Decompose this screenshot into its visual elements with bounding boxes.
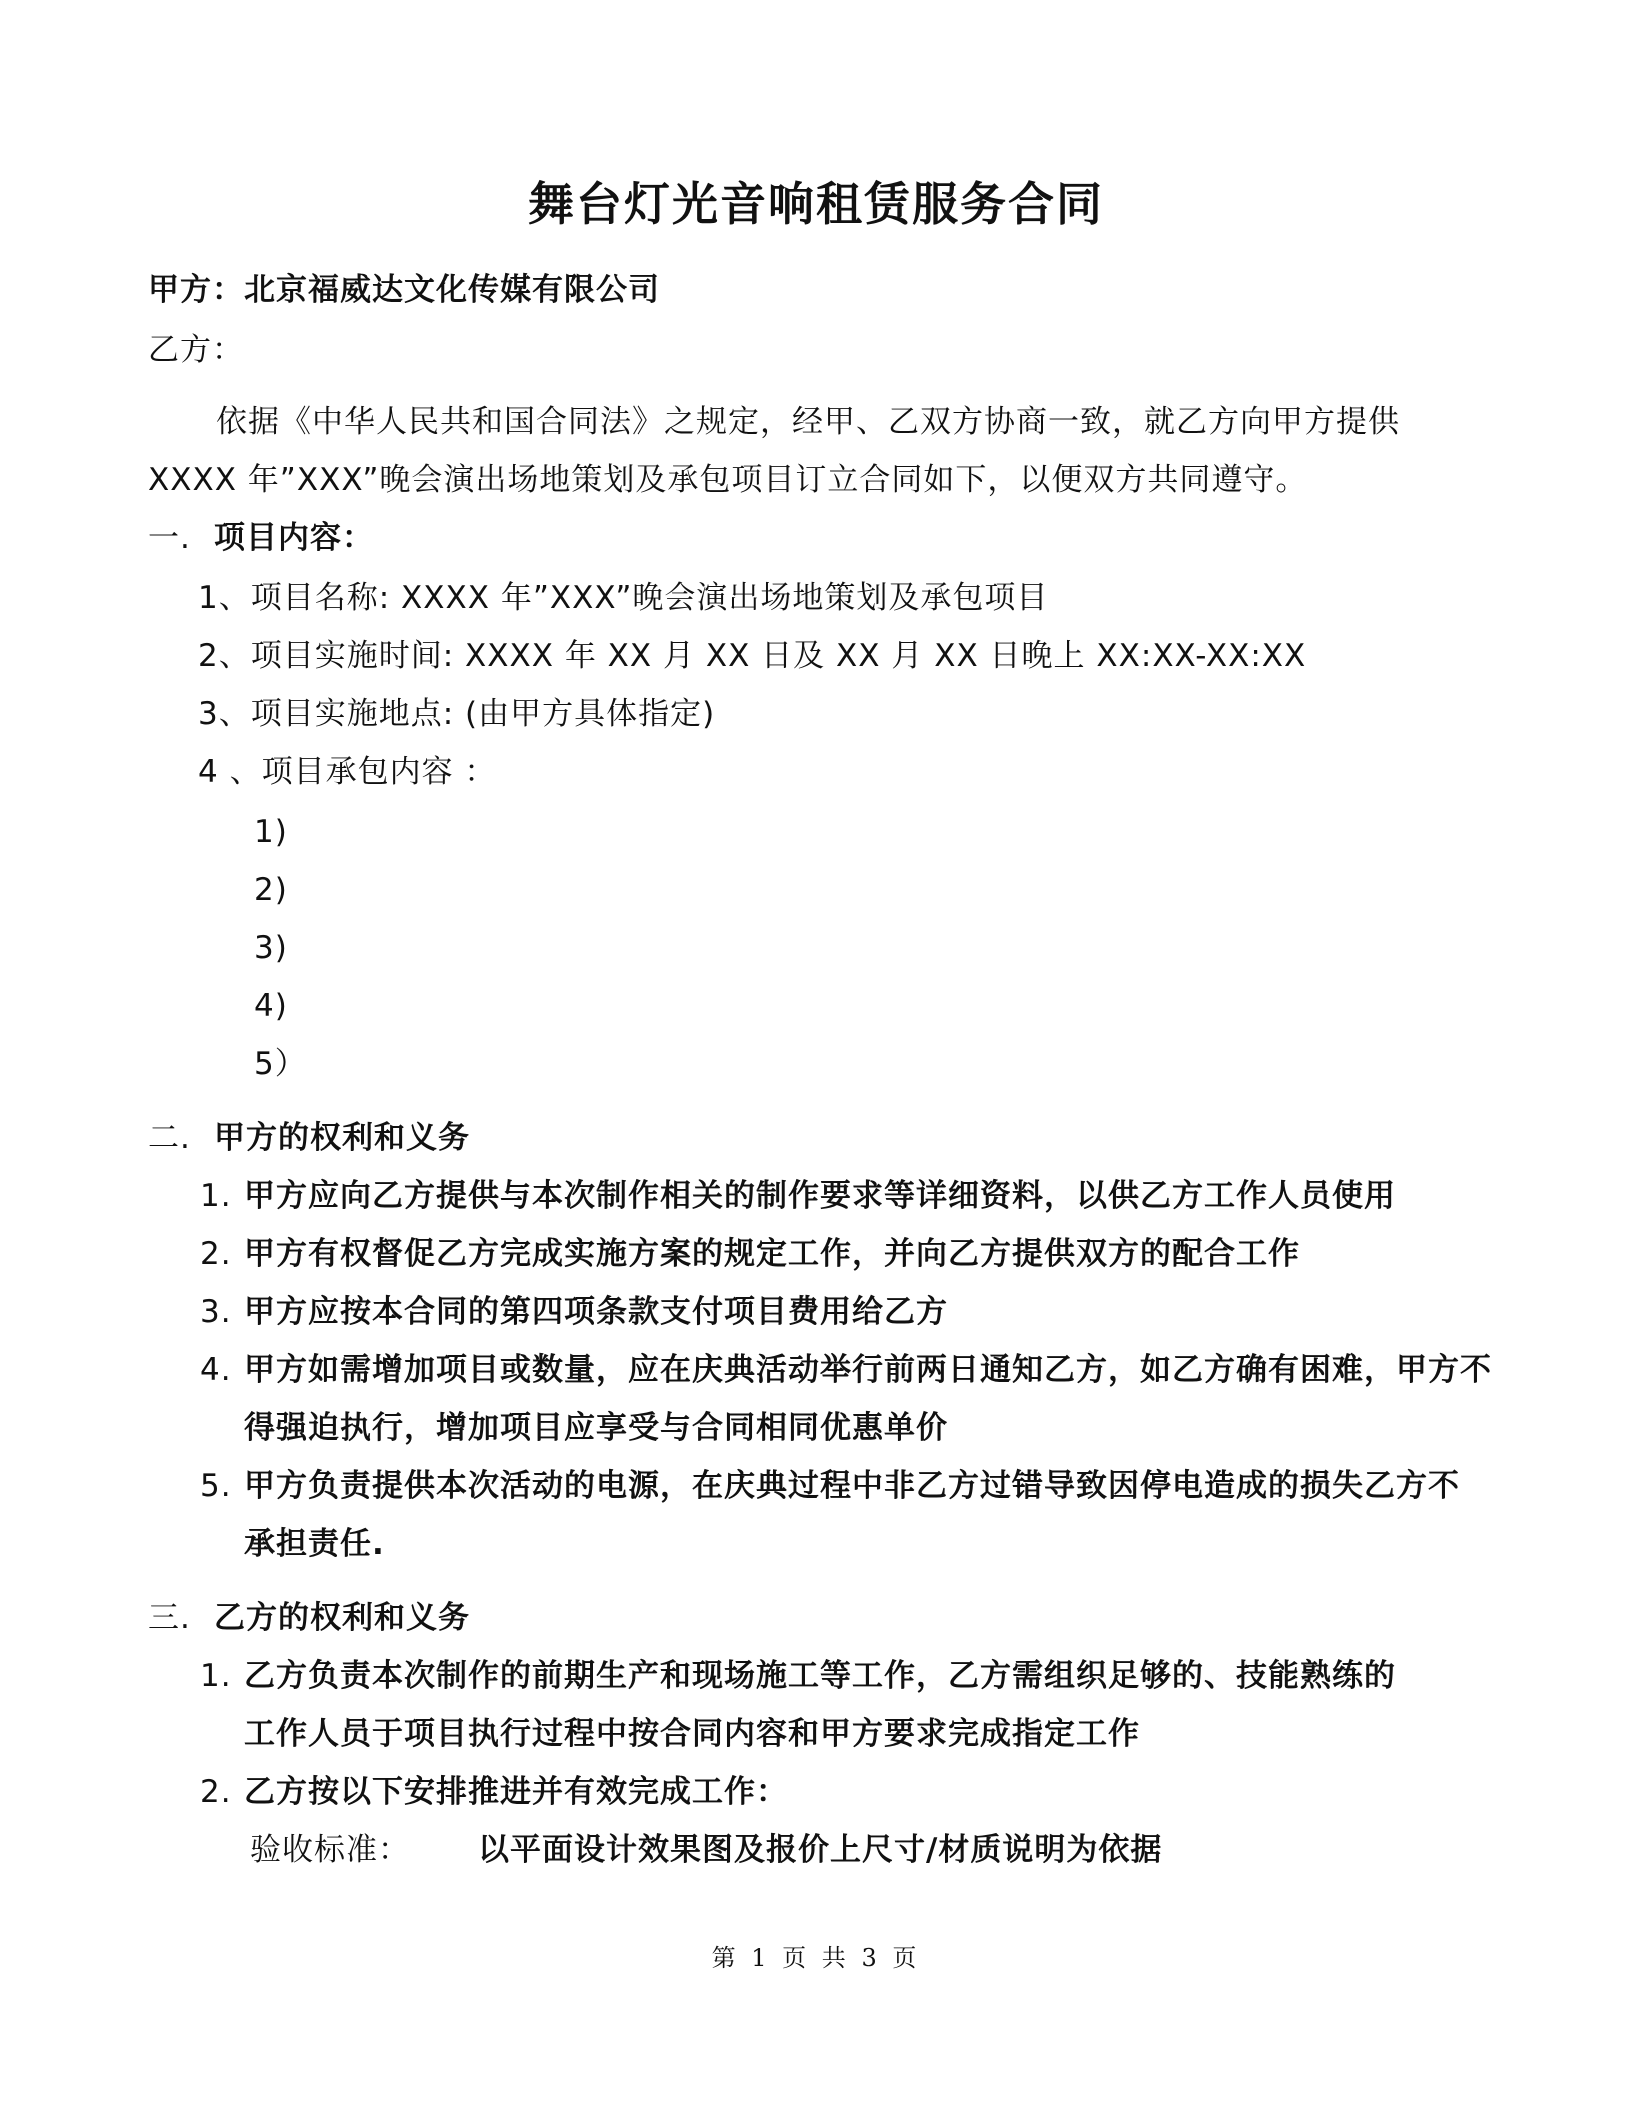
party-a-duty-4-text: 甲方如需增加项目或数量，应在庆典活动举行前两日通知乙方，如乙方确有困难，甲方不 <box>244 1352 1492 1388</box>
party-b-duty-1-number: 1. <box>200 1658 232 1694</box>
section-1-heading <box>148 518 374 558</box>
party-a: 甲方：北京福威达文化传媒有限公司 <box>148 272 660 308</box>
party-a-duty-3 <box>200 1292 948 1332</box>
party-a-duty-4-continuation: 得强迫执行，增加项目应享受与合同相同优惠单价 <box>244 1410 948 1446</box>
party-a-duty-4 <box>200 1350 1492 1390</box>
section-1-title: 项目内容： <box>214 520 374 556</box>
scope-subitem-5: 5） <box>254 1046 307 1082</box>
scope-subitem-3: 3) <box>254 930 288 966</box>
document-title: 舞台灯光音响租赁服务合同 <box>528 177 1104 231</box>
section-2-heading <box>148 1118 470 1158</box>
party-a-duty-5-text: 甲方负责提供本次活动的电源，在庆典过程中非乙方过错导致因停电造成的损失乙方不 <box>244 1468 1460 1504</box>
party-b-duty-1-text: 乙方负责本次制作的前期生产和现场施工等工作，乙方需组织足够的、技能熟练的 <box>244 1658 1396 1694</box>
party-a-duty-3-text: 甲方应按本合同的第四项条款支付项目费用给乙方 <box>244 1294 948 1330</box>
acceptance-value: 以平面设计效果图及报价上尺寸/材质说明为依据 <box>478 1832 1163 1868</box>
party-a-duty-3-number: 3. <box>200 1294 232 1330</box>
section-2-title: 甲方的权利和义务 <box>214 1120 470 1156</box>
section-2-number: 二. <box>148 1120 191 1156</box>
party-a-duty-2-text: 甲方有权督促乙方完成实施方案的规定工作，并向乙方提供双方的配合工作 <box>244 1236 1300 1272</box>
party-a-duty-1-number: 1. <box>200 1178 232 1214</box>
acceptance-label: 验收标准： <box>250 1832 410 1868</box>
section-3-heading <box>148 1598 470 1638</box>
intro-line-2: XXXX 年”XXX”晚会演出场地策划及承包项目订立合同如下，以便双方共同遵守。 <box>148 462 1308 498</box>
party-a-duty-4-number: 4. <box>200 1352 232 1388</box>
party-a-duty-5-continuation: 承担责任. <box>244 1526 385 1562</box>
party-a-duty-2-number: 2. <box>200 1236 232 1272</box>
party-a-duty-1-text: 甲方应向乙方提供与本次制作相关的制作要求等详细资料，以供乙方工作人员使用 <box>244 1178 1396 1214</box>
party-b-duty-2-number: 2. <box>200 1774 232 1810</box>
page-footer: 第 1 页 共 3 页 <box>711 1944 921 1972</box>
project-item-3: 3、项目实施地点: (由甲方具体指定) <box>198 696 716 732</box>
party-b-duty-2 <box>200 1772 788 1812</box>
party-a-duty-2 <box>200 1234 1300 1274</box>
party-b-duty-1 <box>200 1656 1396 1696</box>
party-a-duty-5-number: 5. <box>200 1468 232 1504</box>
project-item-1: 1、项目名称: XXXX 年”XXX”晚会演出场地策划及承包项目 <box>198 580 1049 616</box>
scope-subitem-1: 1) <box>254 814 288 850</box>
party-b-duty-2-text: 乙方按以下安排推进并有效完成工作： <box>244 1774 788 1810</box>
party-b-duty-1-continuation: 工作人员于项目执行过程中按合同内容和甲方要求完成指定工作 <box>244 1716 1140 1752</box>
section-1-number: 一. <box>148 520 191 556</box>
party-b: 乙方： <box>148 332 244 368</box>
party-a-duty-5 <box>200 1466 1460 1506</box>
section-3-number: 三. <box>148 1600 191 1636</box>
scope-subitem-4: 4) <box>254 988 288 1024</box>
intro-line-1: 依据《中华人民共和国合同法》之规定，经甲、乙双方协商一致，就乙方向甲方提供 <box>216 404 1400 440</box>
project-item-4: 4 、项目承包内容 ： <box>198 754 497 790</box>
section-3-title: 乙方的权利和义务 <box>214 1600 470 1636</box>
project-item-2: 2、项目实施时间: XXXX 年 XX 月 XX 日及 XX 月 XX 日晚上 XX:XX-XX:XX <box>198 638 1307 674</box>
scope-subitem-2: 2) <box>254 872 288 908</box>
party-a-duty-1 <box>200 1176 1396 1216</box>
